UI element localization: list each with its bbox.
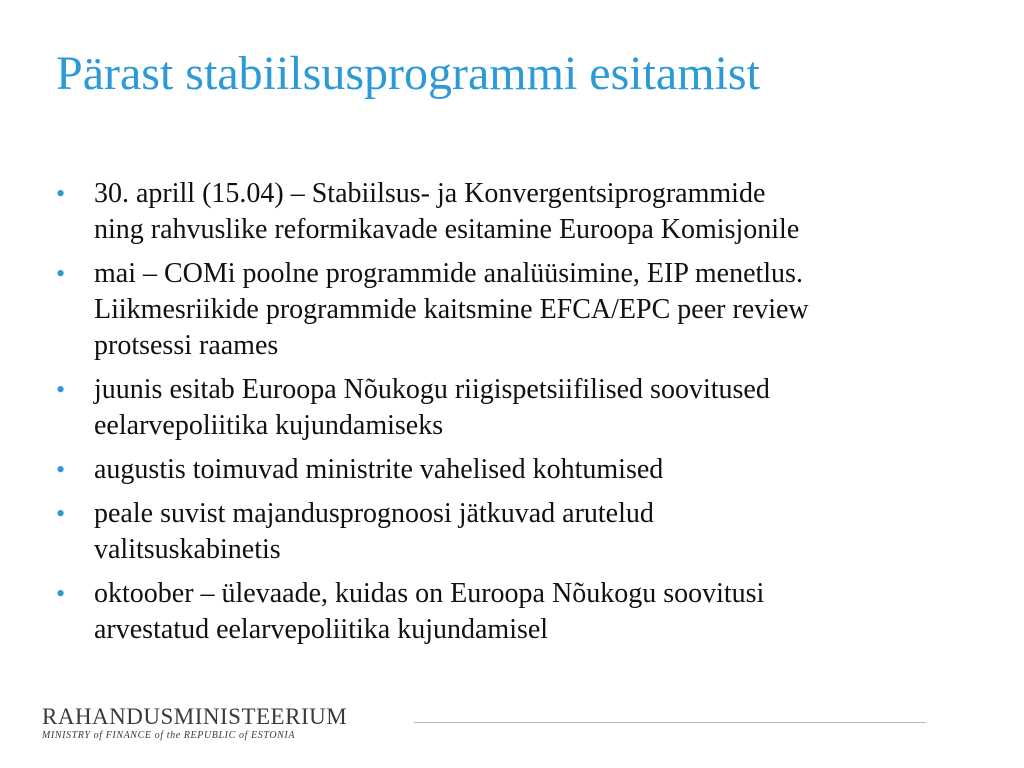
bullet-text-line: Liikmesriikide programmide kaitsmine EFCA/EPC peer review	[94, 294, 809, 325]
bullet-text-line: oktoober – ülevaade, kuidas on Euroopa Nõukogu soovitusi	[94, 578, 765, 609]
slide-title: Pärast stabiilsusprogrammi esitamist	[56, 47, 760, 100]
bullet-marker-icon: •	[56, 259, 66, 288]
bullet-text-line: augustis toimuvad ministrite vahelised kohtumised	[94, 454, 664, 485]
bullet-item	[56, 452, 976, 488]
bullet-marker-icon: •	[56, 455, 66, 484]
bullet-item	[56, 576, 976, 648]
bullet-marker-icon: •	[56, 499, 66, 528]
bullet-text-line: 30. aprill (15.04) – Stabiilsus- ja Konvergentsiprogrammide	[94, 178, 766, 209]
bullet-marker-icon: •	[56, 579, 66, 608]
ministry-logo-subtitle: MINISTRY of FINANCE of the REPUBLIC of ESTONIA	[42, 730, 296, 741]
bullet-marker-icon: •	[56, 179, 66, 208]
footer	[42, 704, 942, 752]
bullet-text-line: peale suvist majandusprognoosi jätkuvad arutelud	[94, 498, 654, 529]
bullet-item	[56, 176, 976, 248]
bullet-text-line: arvestatud eelarvepoliitika kujundamisel	[94, 614, 549, 645]
bullet-text-line: protsessi raames	[94, 330, 279, 361]
bullet-marker-icon: •	[56, 375, 66, 404]
bullet-item	[56, 256, 976, 364]
bullet-list	[56, 176, 976, 656]
bullet-text-line: valitsuskabinetis	[94, 534, 281, 565]
bullet-text-line: juunis esitab Euroopa Nõukogu riigispetsiifilised soovitused	[94, 374, 770, 405]
ministry-logo-name: RAHANDUSMINISTEERIUM	[42, 704, 348, 729]
bullet-text-line: mai – COMi poolne programmide analüüsimine, EIP menetlus.	[94, 258, 803, 289]
bullet-item	[56, 372, 976, 444]
bullet-text-line: ning rahvuslike reformikavade esitamine Euroopa Komisjonile	[94, 214, 800, 245]
bullet-text-line: eelarvepoliitika kujundamiseks	[94, 410, 444, 441]
footer-divider	[414, 722, 926, 723]
bullet-item	[56, 496, 976, 568]
